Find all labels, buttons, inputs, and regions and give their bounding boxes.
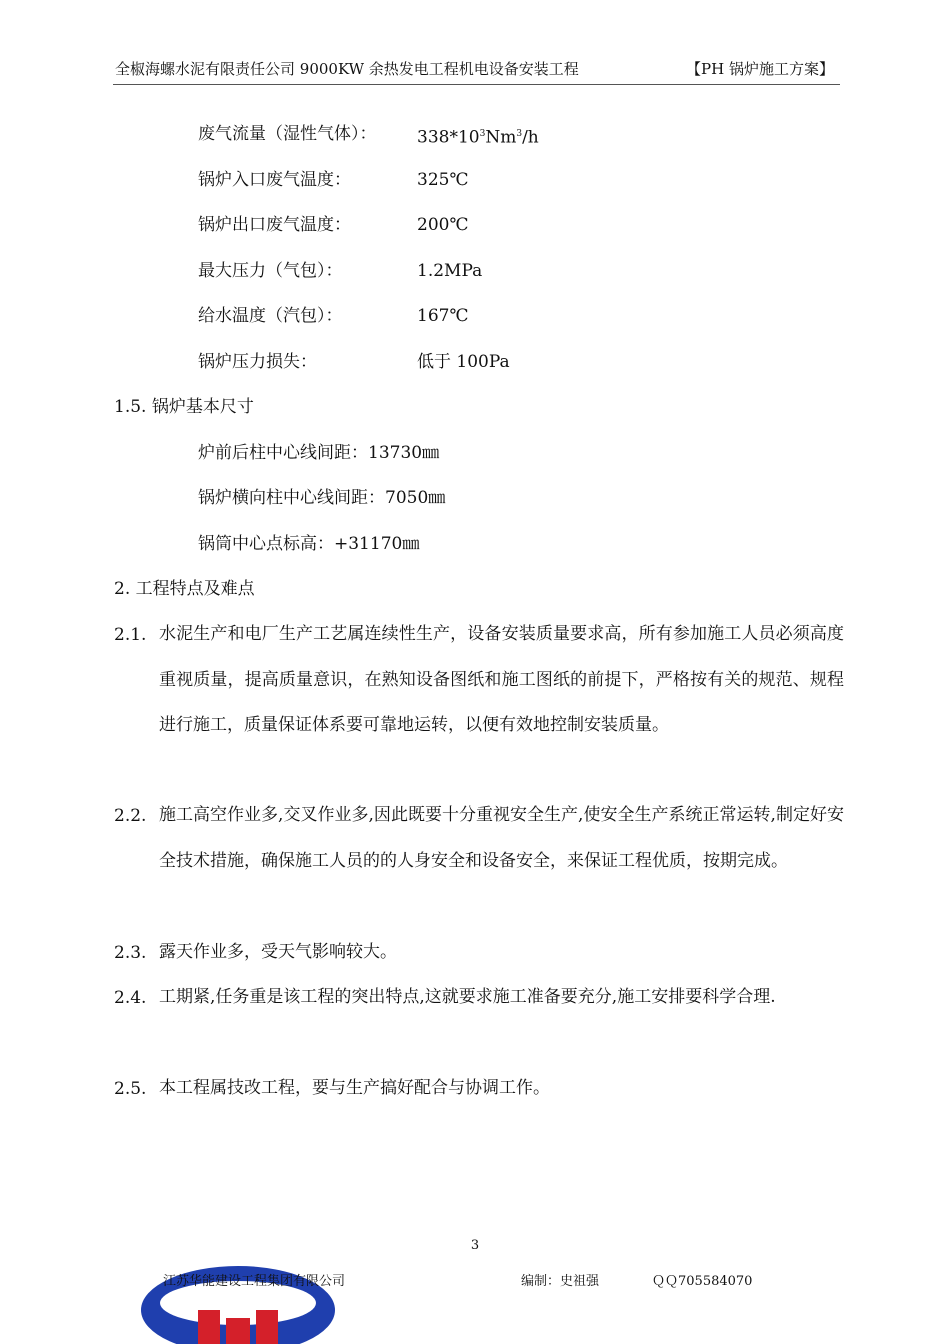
spec-row (198, 212, 469, 238)
item-text: 本工程属技改工程，要与生产搞好配合与协调工作。 (159, 1078, 550, 1098)
spec-row (198, 167, 469, 193)
spec-label: 最大压力（气包）： (198, 261, 343, 281)
item-text: 工期紧,任务重是该工程的突出特点,这就要求施工准备要充分,施工安排要科学合理. (159, 987, 776, 1007)
header-doc-type: 【PH 锅炉施工方案】 (686, 60, 834, 78)
list-item (114, 940, 844, 976)
header-rule (113, 84, 840, 85)
spec-value: 325℃ (417, 170, 469, 190)
spec-row (198, 121, 539, 148)
item-text: 施工高空作业多,交叉作业多,因此既要十分重视安全生产,使安全生产系统正常运转,制定好安全技术措施，确保施工人员的的人身安全和设备安全，来保证工程优质，按期完成。 (159, 805, 844, 871)
header-title: 全椒海螺水泥有限责任公司 9000KW 余热发电工程机电设备安装工程 (115, 60, 579, 78)
footer-editor: 编制：史祖强 (521, 1274, 600, 1289)
item-text: 露天作业多，受天气影响较大。 (159, 942, 397, 962)
list-item (114, 803, 844, 884)
footer-company: 江苏华能建设工程集团有限公司 (163, 1274, 346, 1289)
spec-value: 1.2MPa (417, 261, 483, 281)
section-heading-1-5: 1.5. 锅炉基本尺寸 (114, 397, 254, 417)
spec-label: 锅炉出口废气温度： (198, 215, 351, 235)
dimension-line: 锅炉横向柱中心线间距：7050㎜ (198, 488, 446, 508)
list-item (114, 1076, 844, 1112)
footer-qq: ＱＱ705584070 (652, 1274, 753, 1289)
dimension-line: 锅筒中心点标高：+31170㎜ (198, 534, 420, 554)
spec-label: 锅炉入口废气温度： (198, 170, 351, 190)
item-number: 2.3. (114, 943, 147, 963)
page-number: 3 (470, 1238, 480, 1253)
item-number: 2.4. (114, 988, 147, 1008)
item-number: 2.2. (114, 806, 147, 826)
spec-value: 200℃ (417, 215, 469, 235)
spec-value: 低于 100Pa (417, 352, 510, 372)
spec-value: 167℃ (417, 306, 469, 326)
spec-row (198, 303, 469, 329)
list-item (114, 985, 844, 1021)
item-text: 水泥生产和电厂生产工艺属连续性生产，设备安装质量要求高，所有参加施工人员必须高度重视质量，提高质量意识，在熟知设备图纸和施工图纸的前提下，严格按有关的规范、规程进行施工，质量保证体系要可靠地运转，以便有效地控制安装质量。 (159, 624, 844, 735)
item-number: 2.1. (114, 625, 147, 645)
spec-label: 给水温度（汽包）： (198, 306, 343, 326)
spec-label: 废气流量（湿性气体）： (198, 124, 377, 144)
item-number: 2.5. (114, 1079, 147, 1099)
dimension-line: 炉前后柱中心线间距：13730㎜ (198, 443, 440, 463)
section-heading-2: 2. 工程特点及难点 (114, 579, 255, 599)
spec-row (198, 349, 510, 375)
list-item (114, 622, 844, 749)
spec-label: 锅炉压力损失： (198, 352, 317, 372)
spec-row (198, 258, 483, 284)
spec-value: $338*10^3Nm^3/h$ (417, 127, 539, 148)
